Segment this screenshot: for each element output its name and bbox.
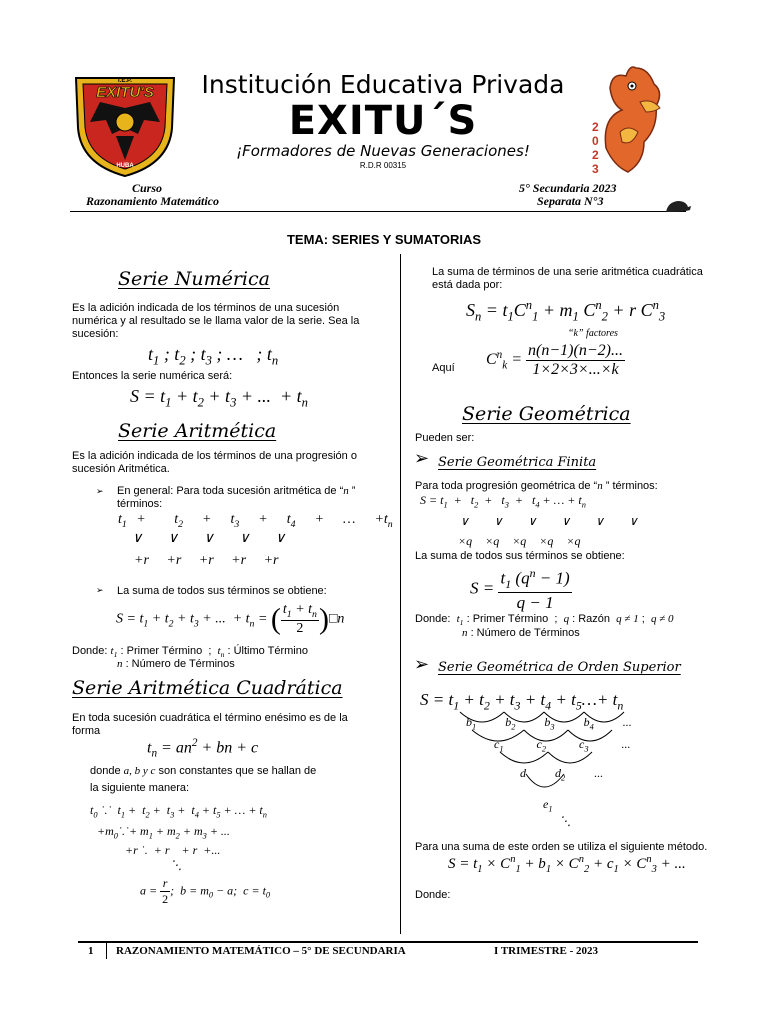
heading-serie-cuadratica: Serie Aritmética Cuadrática	[72, 677, 343, 699]
serie-formula: $S = t_1 + t_2 + t_3$ + ... + $t_n$	[130, 386, 308, 410]
orden-donde: Donde:	[415, 889, 451, 901]
orden-superior-terms: $S = t_1 + t_2 + t_3 + t_4$ + $t_5\dots+ t_n$	[420, 690, 624, 713]
heading-serie-aritmetica: Serie Aritmética	[118, 420, 277, 442]
year-digit: 3	[592, 162, 599, 176]
orden-dots: ⋱	[559, 814, 571, 828]
cuadratica-constants: a = $\frac{r}{2}$ ; $b = m_0 - a$; $c = t_0$	[140, 876, 271, 906]
year-digit: 2	[592, 120, 599, 134]
aritmetica-braces-row: ∨ ∨ ∨ ∨ ∨	[132, 531, 286, 546]
arrow-bullet-icon: ➢	[414, 654, 430, 675]
aritmetica-donde: Donde: $t_1$ : Primer Término ; $t_n$ : Último Término	[72, 645, 308, 660]
phoenix-mascot	[582, 62, 666, 178]
cuadratica-sum-formula: $S_n = t_1C^n_1 + m_1$ $C^n_2 + r$ $C^n_3$	[466, 298, 666, 324]
mouse-icon	[664, 198, 692, 214]
geometrica-terms-row: $S = t_1 + t_2 + t_3 + t_4$ + … + $t_n$	[420, 493, 586, 510]
geometrica-donde: Donde: $t_1$ : Primer Término ; q : Razón q ≠ 1 ; q ≠ 0	[415, 613, 674, 628]
geometrica-para-toda: Para toda progresión geométrica de “n ” términos:	[415, 480, 658, 492]
aritmetica-bullet1-terminos: términos:	[117, 498, 163, 510]
serie-aritmetica-text: Es la adición indicada de los términos de una progresión o sucesión Aritmética.	[72, 450, 357, 475]
year-digit: 0	[592, 134, 599, 148]
aritmetica-terms-row: $t_1 + t_2 + t_3 + t_4$ + … $+t_n$	[118, 512, 393, 530]
curso-label: Curso	[132, 181, 163, 195]
footer-term: I TRIMESTRE - 2023	[494, 945, 599, 957]
cuadratica-dots: ⋱	[170, 858, 182, 872]
cuadratica-tn-formula: $t_n = an^2$ + bn + c	[147, 737, 259, 760]
curso-value: Razonamiento Matemático	[86, 194, 220, 208]
cuadratica-row2: $+m_0˙.˙+ m_1 + m_2 + m_3$ + ...	[97, 824, 230, 841]
aritmetica-bullet1: En general: Para toda sucesión aritmética de “n ”	[117, 485, 356, 497]
arrow-bullet-icon: ➢	[414, 448, 430, 469]
school-name: EXITU´S	[288, 98, 478, 144]
heading-geometrica-finita: Serie Geométrica Finita	[438, 455, 597, 470]
heading-serie-numerica: Serie Numérica	[118, 268, 270, 290]
cuadratica-row1: $t_0$ ˙.˙ $t_1 + t_2 + t_3 + t_4 + t_5$ + … + $t_n$	[90, 803, 267, 820]
geometrica-pueden: Pueden ser:	[415, 432, 475, 444]
school-slogan: ¡Formadores de Nuevas Generaciones!	[236, 142, 530, 160]
grade-label: 5° Secundaria 2023	[519, 181, 617, 195]
orden-c-row: $c_1$ $c_2$ $c_3$ ...	[494, 737, 631, 754]
column-divider	[400, 254, 401, 934]
heading-serie-geometrica: Serie Geométrica	[462, 403, 631, 425]
geometrica-sum-formula: S = $\frac{t_1 (q^n - 1)}{q - 1}$	[470, 566, 570, 613]
cuadratica-donde: donde a, b y c son constantes que se hallan de	[90, 765, 317, 777]
sucesion-formula: $t_1$ ; $t_2$ ; $t_3$ ; … ; $t_n$	[148, 344, 279, 368]
aritmetica-n-desc: n : Número de Términos	[117, 658, 235, 670]
cuadratica-donde-2: la siguiente manera:	[90, 782, 190, 794]
header-divider	[70, 211, 686, 212]
geometrica-suma: La suma de todos sus términos se obtiene:	[415, 550, 625, 562]
serie-numerica-then: Entonces la serie numérica será:	[72, 370, 233, 382]
logo-top-text: I.E.P.	[118, 78, 132, 84]
logo-name: EXITU'S	[96, 84, 154, 101]
combinatoria-formula: $C^n_k$ = $\frac{n(n-1)(n-2)...}{1\times 2\times 3\times...\times k}$	[486, 342, 623, 378]
cuadratica-row3: +r ˙. + r + r +...	[125, 843, 221, 857]
logo-bottom-text: HUBA	[116, 163, 134, 169]
footer-subject: RAZONAMIENTO MATEMÁTICO – 5° DE SECUNDARIA	[116, 945, 406, 957]
orden-b-row: $b_1$ $b_2$ $b_3$ $b_4$ ...	[466, 715, 632, 732]
aqui-label: Aquí	[432, 362, 455, 374]
separata-label: Separata N°3	[537, 194, 604, 208]
institution-title: Institución Educativa Privada	[201, 70, 565, 99]
school-logo	[72, 72, 178, 178]
cuadratica-text: En toda sucesión cuadrática el término enésimo es de la forma	[72, 712, 348, 737]
geometrica-braces-row: ∨ ∨ ∨ ∨ ∨ ∨	[460, 514, 638, 528]
factores-label: “k” factores	[568, 328, 618, 339]
year-digit: 2	[592, 148, 599, 162]
footer-separator	[106, 941, 107, 959]
footer-page-number: 1	[88, 945, 94, 957]
footer-divider	[78, 941, 698, 943]
cuadratica-sum-text: La suma de términos de una serie aritmética cuadrática está dada por:	[432, 266, 703, 291]
orden-d-row: d $d_2$ ...	[520, 766, 604, 783]
orden-metodo: Para una suma de este orden se utiliza el siguiente método.	[415, 841, 708, 853]
aritmetica-bullet2: La suma de todos sus términos se obtiene:	[117, 585, 327, 597]
aritmetica-sum-formula: $S = t_1 + t_2 + t_3$ + ... + $t_n$ = ( $\frac{t_1 + t_n}{2}$ )□n	[116, 602, 345, 636]
heading-orden-superior: Serie Geométrica de Orden Superior	[438, 660, 681, 675]
page-topic: TEMA: SERIES Y SUMATORIAS	[286, 232, 482, 247]
serie-numerica-text: Es la adición indicada de los términos de una sucesión numérica y al resultado se le llama valor de la serie. Sea la sucesión:	[72, 302, 360, 340]
rdr-code: R.D.R 00315	[359, 161, 407, 170]
orden-e-row: $e_1$	[543, 797, 553, 814]
geometrica-ratios-row: ×q ×q ×q ×q ×q	[458, 534, 581, 548]
orden-method-formula: $S = t_1 \times C^n_1 + b_1 \times C^n_2 + c_1 \times C^n_3$ + ...	[448, 854, 686, 875]
arrow-bullet-icon: ➢	[96, 586, 104, 596]
geometrica-n-desc: n : Número de Términos	[462, 627, 580, 639]
aritmetica-diffs-row: +r +r +r +r +r	[134, 553, 279, 568]
arrow-bullet-icon: ➢	[96, 487, 104, 497]
